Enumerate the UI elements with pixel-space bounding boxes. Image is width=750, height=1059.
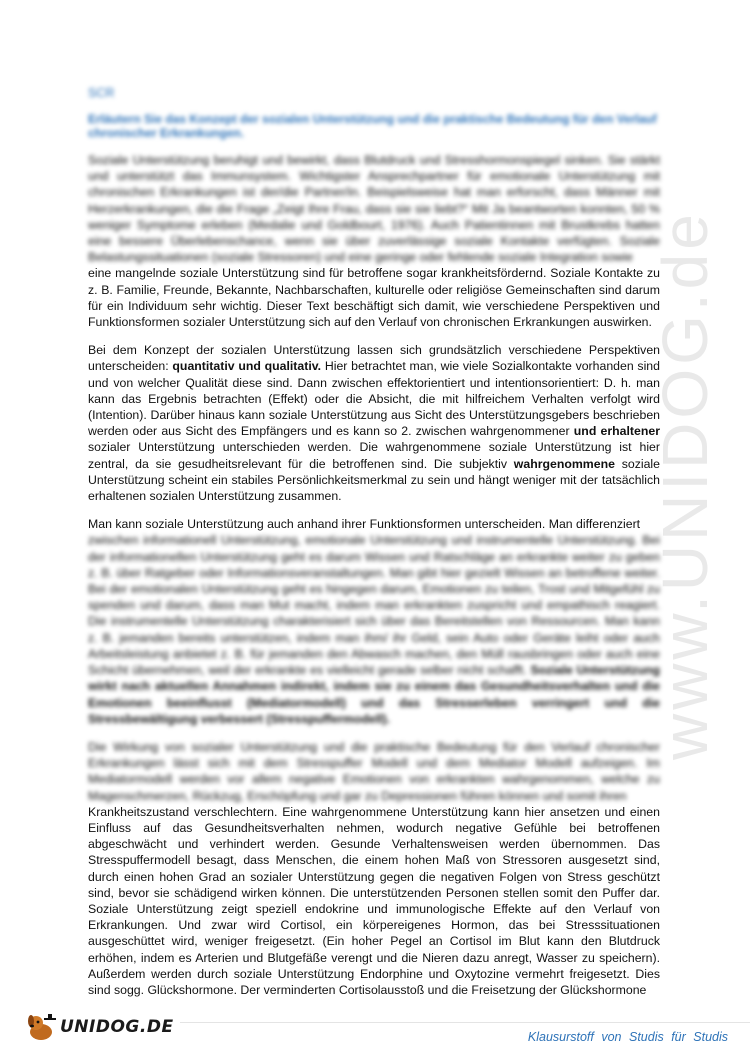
paragraph-3-blurred: [88, 532, 660, 726]
footer-divider: [180, 1022, 750, 1023]
footer-tagline: Klausurstoff von Studis für Studis: [527, 1030, 728, 1044]
paragraph-1: [88, 152, 660, 330]
watermark: www.UNIDOG.de: [649, 210, 721, 760]
paragraph-4-blurred: Die Wirkung von sozialer Unterstützung und die praktische Bedeutung für den Verlauf chronischer Erkrankungen lässt sich mit dem Stresspuffer Modell und dem Mediator Modell aufzeigen. Im Mediatormodell werden vor allem negative Emotionen von erkrankten wahrgenommen, welche zu Magenschmerzen, Rückzug, Erschöpfung und gar zu Depressionen führen können und somit ihren: [88, 739, 660, 803]
p2-bold-erhaltener: und erhaltener: [573, 424, 660, 439]
paragraph-4: [88, 739, 660, 998]
paragraph-4-visible: Krankheitszustand verschlechtern. Eine wahrgenommene Unterstützung kann hier ansetzen und einen Einfluss auf das Gesundheitsverhalten nehmen, wodurch negative Gefühle bei betroffenen abgeschwächt und verhindert werden. Gesunde Verhaltensweisen werden übernommen. Das Stresspuffermodell besagt, dass Menschen, die einem hohen Maß von Stressoren ausgesetzt sind, durch einen hohen Grad an sozialer Unterstützung gegen die negativen Folgen von Stress geschützt sind, bevor sie schädigend wirken können. Die unterstützenden Personen stellen somit den Puffer dar. Soziale Unterstützung zeigt speziell endokrine und immunologische Effekte auf den Verlauf von Erkrankungen. Und zwar wird Cortisol, ein körpereigenes Hormon, das bei Stresssituationen ausgeschüttet wird, weniger freigesetzt. (Ein hoher Pegel an Cortisol im Blut kann den Blutdruck erhöhen, indem es Arterien und Blutgefäße verengt und die Nieren dazu anregt, Wasser zu speichern). Außerdem werden durch soziale Unterstützung Endorphine und Oxytozine vermehrt freigesetzt. Dies sind sogg. Glückshormone. Der verminderten Cortisolausstoß und die Freisetzung der Glückshormone: [88, 804, 660, 997]
section-heading: SCR: [88, 86, 115, 100]
paragraph-1-blurred: Soziale Unterstützung beruhigt und bewirkt, dass Blutdruck und Stresshormonspiegel sinken. Sie stärkt und unterstützt das Immunsystem. Wichtigster Ansprechpartner für emotionale Unterstützung mit chronischen Erkrankungen ist der/die Partner/in. Beispielsweise hat man erforscht, dass Männer mit Herzerkrankungen, die die Frage „Zeigt Ihre Frau, dass sie sie liebt?“ Mit Ja beantworten konnten, 50 % weniger Symptome erleben (Medalie und Goldbourt, 1976). Auch Patientinnen mit Brustkrebs hatten eine bessere Überlebenschance, wenn sie über zuverlässige soziale Kontakte verfügten. Soziale Belastungssituationen (soziale Stressoren) und eine geringe oder fehlende soziale Integration sowie: [88, 153, 660, 265]
unidog-logo[interactable]: [24, 1012, 174, 1042]
p3-blurred-text: zwischen informationell Unterstützung, emotionale Unterstützung und instrumentelle Unterstützung. Bei der informationellen Unterstützung geht es darum Wissen und Ratschläge an erkrankte weiter zu geben z. B. über Ratgeber oder Informationsveranstaltungen. Man gibt hier gezielt Wissen an betroffene weiter. Bei der emotionalen Unterstützung geht es hingegen darum, Emotionen zu teilen, Trost und Mitgefühl zu spenden und darum, dass man Mut macht, indem man erkrankten zuspricht und empathisch reagiert. Die instrumentelle Unterstützung charakterisiert sich über das Bereitstellen von Ressourcen. Man kann z. B. jemanden bereits unterstützen, indem man ihm/ ihr Geld, sein Auto oder Geräte leiht oder auch Arbeitsleistung anbietet z. B. für jemanden den Abwasch machen, den Müll rausbringen oder auch eine Schicht übernehmen, weil der erkrankte es vielleicht gerade selber nicht schafft.: [88, 533, 660, 678]
document-body: [88, 86, 660, 1010]
paragraph-3-visible: Man kann soziale Unterstützung auch anhand ihrer Funktionsformen unterscheiden. Man differenziert: [88, 517, 641, 532]
question-title: Erläutern Sie das Konzept der sozialen Unterstützung und die praktische Bedeutung für den Verlauf chronischer Erkrankungen.: [88, 112, 657, 140]
p2-text-g: soziale Unterstützung scheint ein stabiles Persönlichkeitsmerkmal zu sein und hängt weniger mit der tatsächlich erhaltenen sozialen Unterstützung zusammen.: [88, 456, 660, 504]
p2-text-c: Hier betrachtet man, wie viele Sozialkontakte vorhanden sind und von welcher Qualität diese sind. Dann zwischen effektorientiert und intentionsorientiert: D. h. man kann das Ergebnis betrachten (Effekt) oder die Absicht, die mit hilfreichem Verhalten verfolgt wird (Intention). Darüber hinaus kann soziale Unterstützung aus Sicht des Unterstützungsgebers beschrieben werden oder aus Sicht des Empfängers und es kann so 2. zwischen wahrgenommener: [88, 359, 660, 439]
p2-bold-wahrgenommene: wahrgenommene: [513, 456, 615, 471]
p2-text-e: sozialer Unterstützung unterschieden werden. Die wahrgenommene soziale Unterstützung ist hier zentral, da sie gesudheitsrelevant für die betroffenen sind. Die subjektiv: [88, 440, 660, 471]
paragraph-2: [88, 342, 660, 504]
p2-bold-quantitativ: quantitativ und qualitativ.: [172, 359, 322, 374]
dog-mascot-icon: [24, 1012, 58, 1042]
logo-text: UNIDOG.DE: [60, 1017, 174, 1037]
p2-text-a: Bei dem Konzept der sozialen Unterstützung lassen sich grundsätzlich verschiedene Perspektiven unterscheiden:: [88, 343, 660, 374]
paragraph-3: [88, 516, 660, 727]
paragraph-1-visible: eine mangelnde soziale Unterstützung sind für betroffene sogar krankheitsfördernd. Soziale Kontakte zu z. B. Familie, Freunde, Bekannte, Nachbarschaften, kulturelle oder religiöse Gemeinschaften sind darum für ein Individuum sehr wichtig. Dieser Text beschäftigt sich damit, wie verschiedene Perspektiven und Funktionsformen sozialer Unterstützung sich auf den Verlauf von chronischen Erkrankungen auswirken.: [88, 266, 660, 330]
p3-blurred-bold: Soziale Unterstützung wirkt nach aktuellen Annahmen indirekt, indem sie zu einem das Gesundheitsverhalten und die Emotionen beeinflusst (Mediatormodell) und das Stresserleben verringert und die Stressbewältigung verbessert (Stresspuffermodell).: [88, 663, 660, 726]
